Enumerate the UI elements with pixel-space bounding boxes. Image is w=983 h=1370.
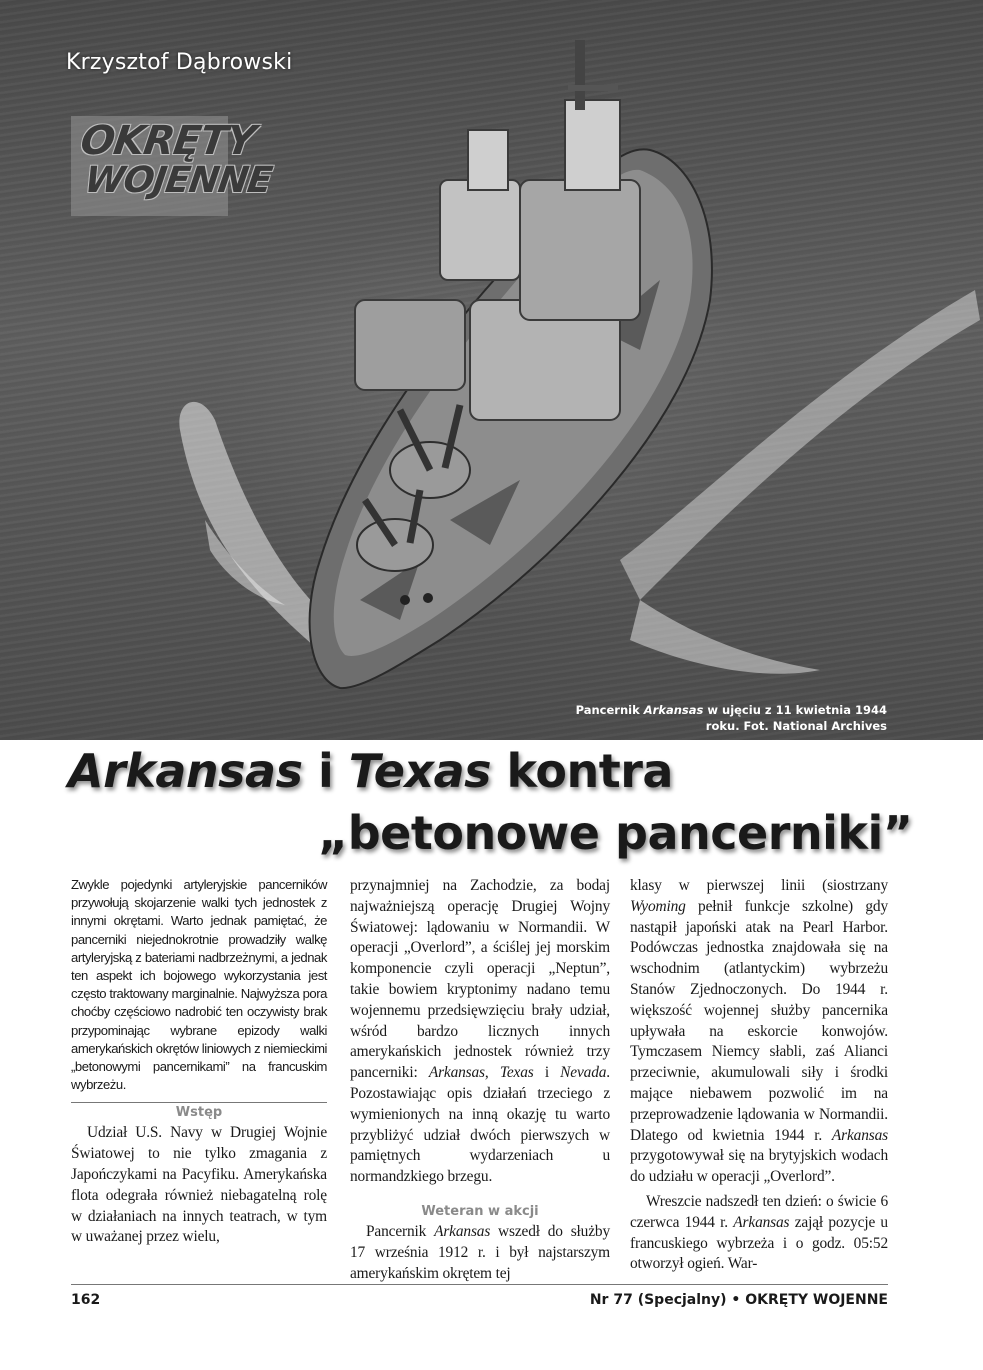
title-texas: Texas (348, 744, 492, 798)
ship-name: Texas (499, 1064, 534, 1082)
ship-name: Wyoming (630, 897, 686, 915)
caption-prefix: Pancernik (575, 703, 644, 717)
section-heading-veteran: Weteran w akcji (421, 1203, 539, 1219)
article-title-line-2: „betonowe pancerniki” (318, 806, 913, 860)
paragraph-veteran (350, 1222, 610, 1284)
title-arkansas: Arkansas (68, 744, 303, 798)
logo-line-1: OKRĘTY (77, 118, 258, 164)
text-run: . Pozostawiając opis działań trzeciego z wymienionych na inną okazję tu warto przybliżyć udział dwóch pierwszych w pamiętnych wydarzeniach u normandzkiego brzegu. (350, 1064, 610, 1186)
text-run: Wreszcie nadszedł ten dzień: o świcie 6 czerwca 1944 r. (630, 1192, 888, 1231)
photo-caption (567, 702, 887, 734)
text-run: przygotowywał się na brytyjskich wodach do udziału w operacji „Overlord”. (630, 1147, 888, 1186)
ship-name: Nevada (560, 1064, 607, 1082)
paragraph-normandy (350, 876, 610, 1188)
page-number: 162 (71, 1292, 101, 1308)
ship-name: Arkansas (434, 1222, 491, 1240)
column-2 (350, 876, 610, 1284)
text-run: Pancernik (366, 1222, 435, 1240)
paragraph-dday (630, 1192, 888, 1275)
ship-name: Arkansas (428, 1064, 485, 1082)
issue-info: Nr 77 (Specjalny) • OKRĘTY WOJENNE (589, 1292, 888, 1308)
text-run: klasy w pierwszej linii (siostrzany (630, 877, 888, 894)
ship-name: Arkansas (831, 1126, 888, 1144)
text-run: pełnił funkcje szkolne) gdy nastąpił japoński atak na Pearl Harbor. Podówczas jednostka znajdowała się na wschodnim (atlantyckim) wybrzeżu Stanów Zjednoczonych. Do 1944 r. większość wojennej służby pancernika upływała na eskorcie konwojów. Tymczasem Niemcy słabli, zaś Alianci przeciwnie, akumulowali siły i środki mające niebawem pozwolić im na przeprowadzenie lądowania w Normandii. Dlatego od kwietnia 1944 r. (630, 897, 888, 1144)
text-run: i (533, 1064, 561, 1082)
article-title-line-1 (68, 744, 983, 798)
text-run: zajął pozycje u francuskiego wybrzeża i o godz. 05:52 otworzył ogień. War- (630, 1213, 888, 1273)
text-run: wszedł do służby 17 września 1912 r. i był najstarszym amerykańskim okrętem tej (350, 1222, 611, 1282)
column-3 (630, 876, 888, 1275)
section-heading-intro: Wstęp (175, 1105, 223, 1121)
column-1 (71, 876, 327, 1248)
paragraph-class (630, 876, 888, 1188)
logo-line-2: WOJENNE (82, 160, 275, 201)
title-and: i (302, 744, 349, 798)
caption-rest: w ujęciu z 11 kwietnia 1944 roku. Fot. National Archives (703, 703, 887, 733)
caption-ship: Arkansas (643, 703, 704, 717)
footer-divider (71, 1284, 888, 1285)
magazine-logo (71, 116, 275, 216)
ship-name: Arkansas (733, 1213, 790, 1231)
author-name: Krzysztof Dąbrowski (66, 50, 293, 75)
text-run: przynajmniej na Zachodzie, za bodaj najważniejszą operację Drugiej Wojny Światowej: lądowaniu w Normandii. W operacji „Overlord”, a ściślej jej morskim komponencie czyli operacji „Neptun”, takie bowiem kryptonimy nadano temu wojennemu przedsięwzięciu brały udział, wśród bardzo licznych innych amerykańskich jednostek również trzy pancerniki: (350, 877, 610, 1082)
article-lead: Zwykle pojedynki artyleryjskie pancerników przywołują skojarzenie walki tych jednostek z innymi okrętami. Warto jednak pamiętać, że pancerniki niejednokrotnie prowadziły walkę artyleryjską z bateriami nadbrzeżnymi, a jednak ten aspekt ich bojowego wykorzystania jest często traktowany marginalnie. Najwyższa pora choćby częściowo nadrobić ten oczywisty brak przypominając wybrane epizody walki amerykańskich okrętów liniowych z niemieckimi „betonowymi pancernikami” na francuskim wybrzeżu. (71, 876, 327, 1103)
title-kontra: kontra (491, 744, 673, 798)
text-run: , (484, 1064, 500, 1082)
paragraph-intro: Udział U.S. Navy w Drugiej Wojnie Światowej to nie tylko zmagania z Japończykami na Pacyfiku. Amerykańska flota odegrała również niebagatelną rolę w działaniach na innych teatrach, w tym w uważanej przez wielu, (71, 1124, 327, 1246)
